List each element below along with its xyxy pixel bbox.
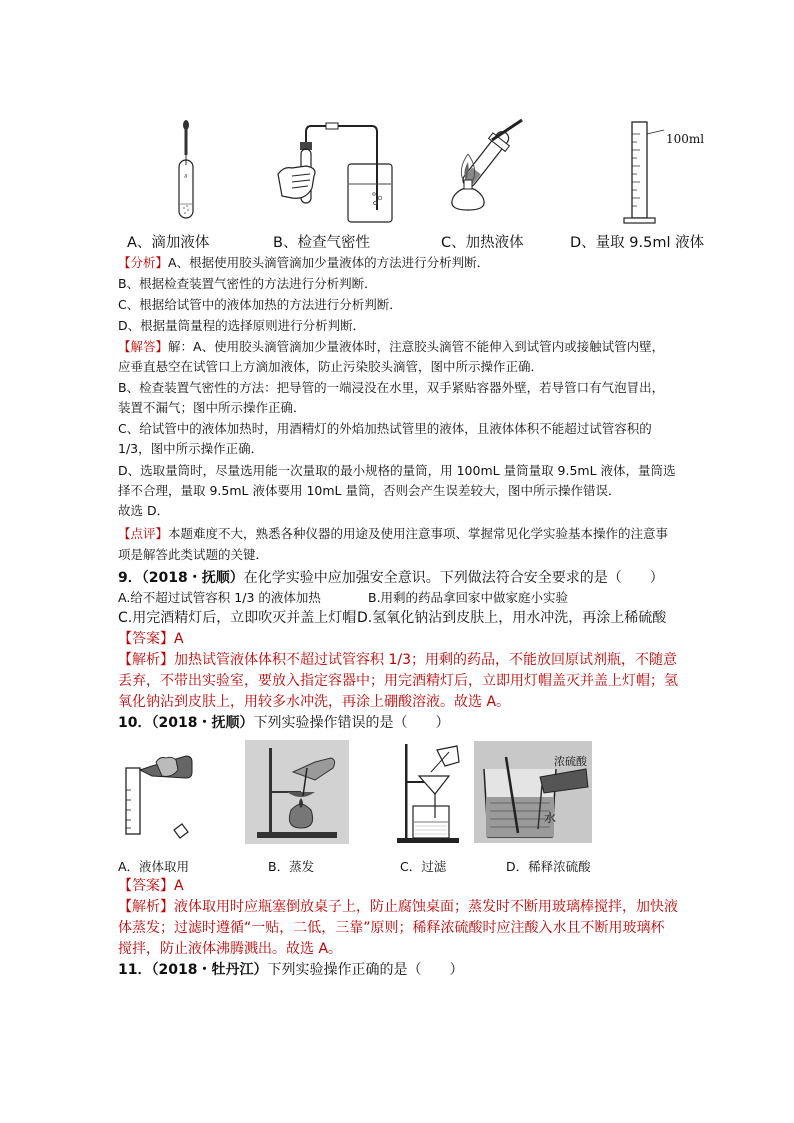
q10-explain-1: 【解析】液体取用时应瓶塞倒放桌子上，防止腐蚀桌面；蒸发时不断用玻璃棒搅拌，加快液 [118,899,678,915]
solution-line-1: 【解答】解：A、使用胶头滴管滴加少量液体时，注意胶头滴管不能伸入到试管内或接触试管内壁， [118,339,665,354]
q10-caption-b: B．蒸发 [268,859,315,874]
solution-line-5: C、给试管中的液体加热时，用酒精灯的外焰加热试管里的液体，且液体体积不能超过试管容积的 [118,421,652,436]
analysis-line-b: B、根据检查装置气密性的方法进行分析判断． [118,276,377,291]
q9-explain-2: 丢弃，不带出实验室，要放入指定容器中；用完酒精灯后，立即用灯帽盖灭并盖上灯帽；氢 [118,673,678,689]
analysis-line-a: 【分析】A、根据使用胶头滴管滴加少量液体的方法进行分析判断． [118,255,490,270]
solution-line-7: D、选取量筒时，尽量选用能一次量取的最小规格的量筒，用 100mL 量筒量取 9.5mL 液体，量筒选 [118,463,676,478]
figure-b-caption: B、检查气密性 [273,235,370,251]
q9-source: （2018・抚顺） [141,570,244,586]
q9-option-d: D.氢氧化钠沾到皮肤上，用水冲洗，再涂上稀硫酸 [357,610,667,626]
q10-explain-3: 搅拌，防止液体沸腾溅出。故选 A。 [118,941,343,957]
q11-stem: 11．（2018・牡丹江）下列实验操作正确的是（ ） [118,962,464,978]
dropper-test-tube-figure [170,118,210,226]
figure-a-caption: A、滴加液体 [127,235,210,251]
dilute-acid-photo [474,741,592,843]
q10-source: （2018・抚顺） [151,715,254,731]
comment-line-1: 【点评】本题难度不大，熟悉各种仪器的用途及使用注意事项、掌握常见化学实验基本操作的注意事 [118,526,669,541]
cylinder-100ml-label: 100ml [666,132,705,146]
q9-option-a: A.给不超过试管容积 1/3 的液体加热 [118,590,321,605]
airtightness-check-figure [276,118,396,230]
q10-stem: 10．（2018・抚顺）下列实验操作错误的是（ ） [118,715,450,731]
solution-line-8: 择不合理，量取 9.5mL 液体要用 10mL 量筒，否则会产生误差较大，图中所示操作错误． [118,483,621,498]
comment-line-2: 项是解答此类试题的关键． [118,547,269,562]
solution-line-6: 1/3，图中所示操作正确． [118,441,264,456]
solution-line-3: B、检查装置气密性的方法：把导管的一端浸没在水里，双手紧贴容器外壁，若导管口有气泡冒出， [118,380,665,395]
solution-line-2: 应垂直悬空在试管口上方滴加液体，防止污染胶头滴管，图中所示操作正确． [118,359,544,374]
figure-c-caption: C、加热液体 [441,235,524,251]
q10-answer: 【答案】A [118,878,184,894]
analysis-tag: 【分析】 [118,255,169,270]
figure-d-caption: D、量取 9.5ml 液体 [570,235,705,251]
q10-caption-a: A．液体取用 [118,859,190,874]
water-label: 水 [544,811,557,825]
q10-caption-c: C．过滤 [400,859,447,874]
solution-line-9: 故选 D． [118,503,170,518]
analysis-line-d: D、根据量筒量程的选择原则进行分析判断． [118,318,366,333]
filtration-figure [397,742,477,844]
q9-option-b: B.用剩的药品拿回家中做家庭小实验 [368,590,569,605]
analysis-line-c: C、根据给试管中的液体加热的方法进行分析判断． [118,297,402,312]
q11-source: （2018・牡丹江） [151,962,268,978]
solution-line-4: 装置不漏气；图中所示操作正确． [118,400,306,415]
heating-liquid-figure [436,118,528,213]
q10-caption-d: D．稀释浓硫酸 [506,859,591,874]
acid-label: 浓硫酸 [554,755,587,768]
q9-stem: 9．（2018・抚顺）在化学实验中应加强安全意识。下列做法符合安全要求的是（ ） [118,570,664,586]
comment-tag: 【点评】 [118,526,169,541]
q10-explain-2: 体蒸发；过滤时遵循“一贴，二低，三靠”原则；稀释浓硫酸时应注酸入水且不断用玻璃杯 [118,920,665,936]
solution-tag: 【解答】 [118,339,169,354]
evaporation-photo [245,740,349,844]
q9-answer: 【答案】A [118,631,184,647]
q9-option-c: C.用完酒精灯后，立即吹灭并盖上灯帽 [118,610,357,626]
pour-liquid-figure [122,750,202,840]
svg-text:∂: ∂ [184,173,188,180]
q9-explain-1: 【解析】加热试管液体体积不超过试管容积 1/3；用剩的药品，不能放回原试剂瓶，不随意 [118,652,677,668]
q9-explain-3: 氧化钠沾到皮肤上，用较多水冲洗，再涂上硼酸溶液。故选 A。 [118,694,511,710]
